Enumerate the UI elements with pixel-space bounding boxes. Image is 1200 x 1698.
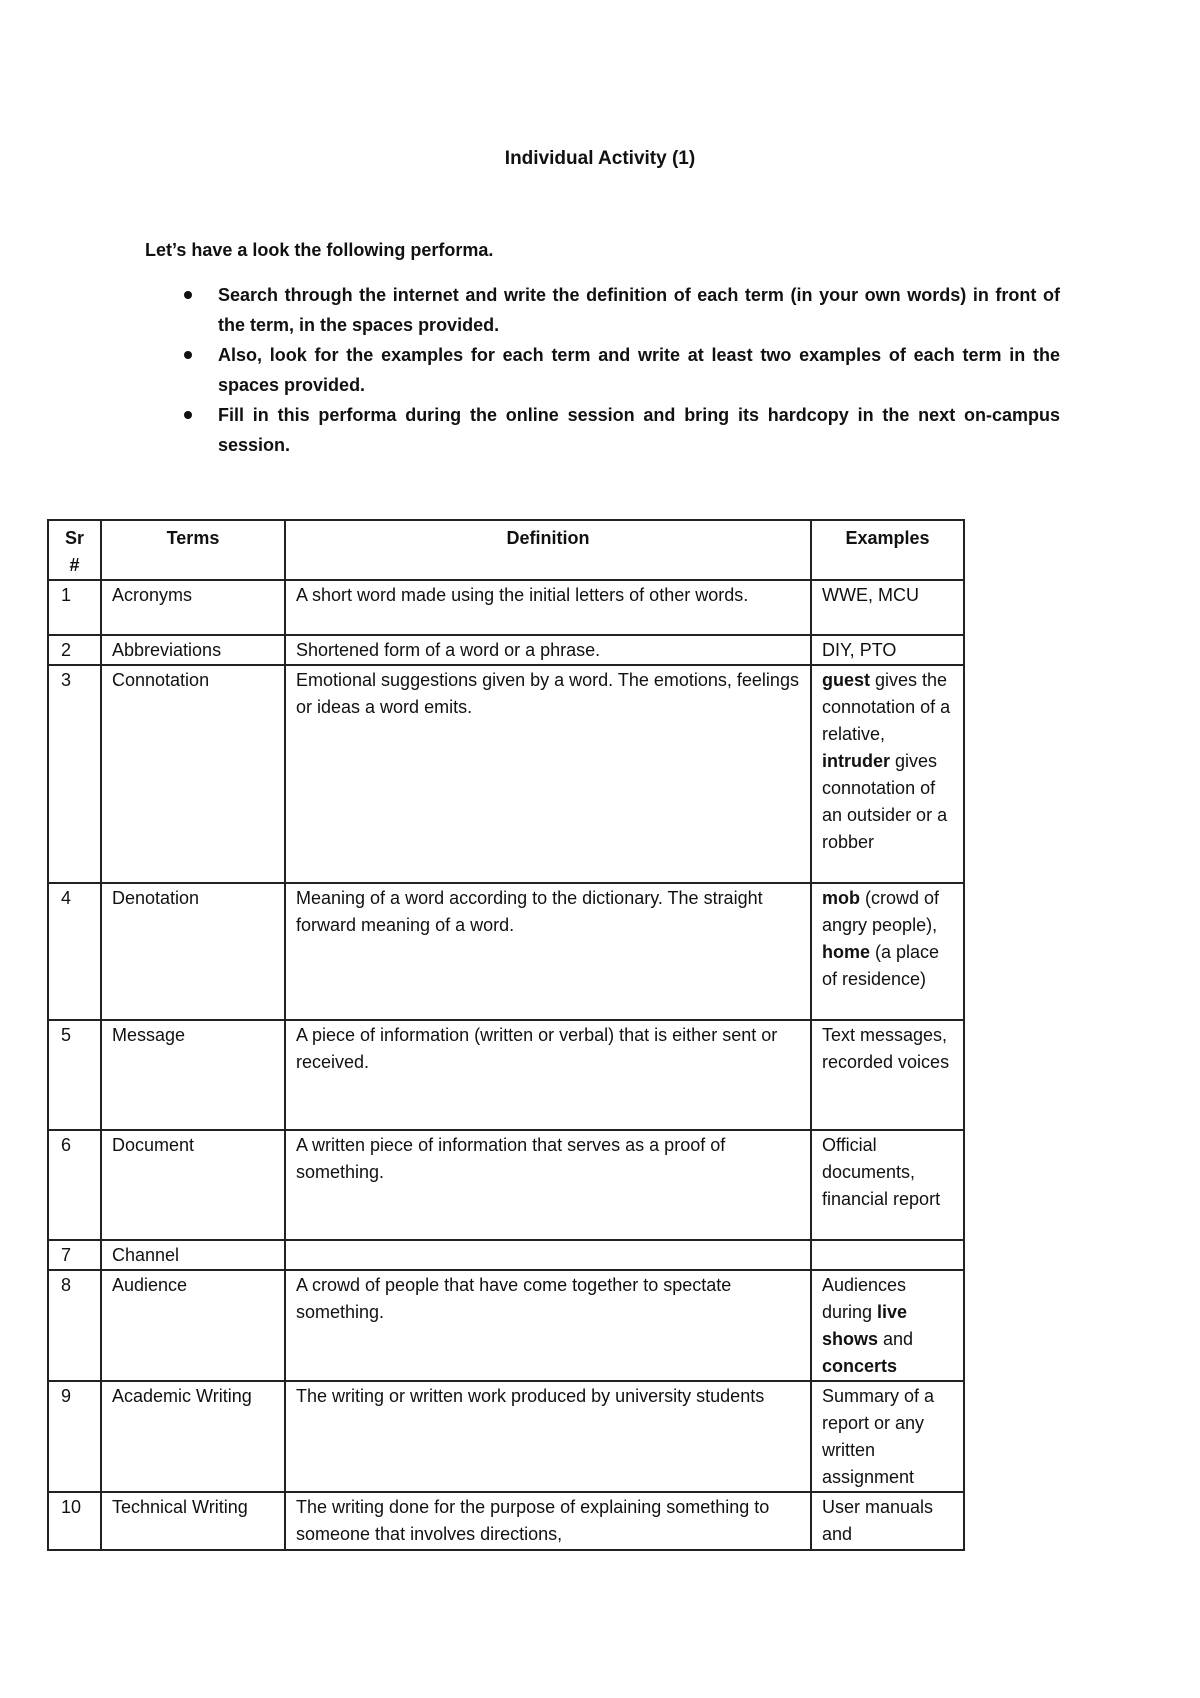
example-keyword: concerts [822, 1356, 898, 1376]
cell-examples [811, 580, 964, 635]
cell-sr: 5 [48, 1020, 101, 1130]
cell-definition: Emotional suggestions given by a word. The emotions, feelings or ideas a word emits. [285, 665, 811, 883]
cell-definition: The writing or written work produced by university students [285, 1381, 811, 1492]
cell-definition: A written piece of information that serves as a proof of something. [285, 1130, 811, 1240]
example-text: User manuals and [822, 1497, 934, 1544]
cell-sr: 6 [48, 1130, 101, 1240]
example-keyword: live shows [822, 1302, 908, 1349]
cell-sr: 4 [48, 883, 101, 1020]
cell-term: Technical Writing [101, 1492, 285, 1550]
header-examples: Examples [811, 520, 964, 580]
table-row [48, 1492, 964, 1550]
example-keyword: home [822, 942, 871, 962]
cell-term: Document [101, 1130, 285, 1240]
page-title: Individual Activity (1) [504, 148, 696, 169]
cell-definition: A piece of information (written or verbal) that is either sent or received. [285, 1020, 811, 1130]
cell-sr: 9 [48, 1381, 101, 1492]
header-terms: Terms [101, 520, 285, 580]
bullet-icon [184, 291, 192, 299]
table-row [48, 1130, 964, 1240]
instruction-item [180, 280, 1060, 340]
example-text: Text messages, recorded voices [822, 1025, 950, 1072]
cell-sr: 8 [48, 1270, 101, 1381]
table-row [48, 1020, 964, 1130]
cell-term: Acronyms [101, 580, 285, 635]
example-text: gives the connotation of a relative, [822, 670, 951, 744]
cell-definition: Meaning of a word according to the dictionary. The straight forward meaning of a word. [285, 883, 811, 1020]
cell-definition: Shortened form of a word or a phrase. [285, 635, 811, 665]
cell-term: Abbreviations [101, 635, 285, 665]
table-row [48, 665, 964, 883]
example-text: Audiences during [822, 1275, 907, 1322]
cell-term: Message [101, 1020, 285, 1130]
cell-examples [811, 1240, 964, 1270]
intro-text: Let’s have a look the following performa. [145, 240, 494, 260]
example-text: gives connotation of an outsider or a robber [822, 751, 948, 852]
cell-term: Channel [101, 1240, 285, 1270]
cell-term: Audience [101, 1270, 285, 1381]
cell-sr: 3 [48, 665, 101, 883]
example-text: and [878, 1329, 914, 1349]
cell-sr: 10 [48, 1492, 101, 1550]
cell-examples [811, 635, 964, 665]
example-keyword: intruder [822, 751, 891, 771]
table-row [48, 580, 964, 635]
cell-definition: A short word made using the initial letters of other words. [285, 580, 811, 635]
cell-examples [811, 1270, 964, 1381]
cell-examples [811, 1381, 964, 1492]
example-text: (crowd of angry people), [822, 888, 940, 935]
cell-term: Denotation [101, 883, 285, 1020]
example-text: (a place of residence) [822, 942, 940, 989]
cell-definition: The writing done for the purpose of explaining something to someone that involves directions, [285, 1492, 811, 1550]
cell-definition [285, 1240, 811, 1270]
cell-sr: 1 [48, 580, 101, 635]
cell-sr: 2 [48, 635, 101, 665]
example-text: DIY, PTO [822, 640, 897, 660]
instruction-text: Also, look for the examples for each term and write at least two examples of each term in the spaces provided. [218, 345, 1060, 395]
performa-table [47, 519, 965, 1551]
cell-term: Academic Writing [101, 1381, 285, 1492]
example-text: WWE, MCU [822, 585, 919, 605]
header-sr: Sr # [48, 520, 101, 580]
cell-term: Connotation [101, 665, 285, 883]
example-text: Summary of a report or any written assignment [822, 1386, 935, 1487]
instruction-list [180, 280, 1060, 460]
example-text: Official documents, financial report [822, 1135, 941, 1209]
cell-examples [811, 1130, 964, 1240]
instruction-item [180, 340, 1060, 400]
bullet-icon [184, 351, 192, 359]
cell-sr: 7 [48, 1240, 101, 1270]
example-keyword: guest [822, 670, 871, 690]
cell-examples [811, 665, 964, 883]
cell-examples [811, 1020, 964, 1130]
header-definition: Definition [285, 520, 811, 580]
instruction-text: Fill in this performa during the online session and bring its hardcopy in the next on-campus session. [218, 405, 1060, 455]
cell-examples [811, 1492, 964, 1550]
cell-definition: A crowd of people that have come together to spectate something. [285, 1270, 811, 1381]
cell-examples [811, 883, 964, 1020]
table-row [48, 883, 964, 1020]
table-row [48, 635, 964, 665]
table-row [48, 1270, 964, 1381]
instruction-text: Search through the internet and write the definition of each term (in your own words) in front of the term, in the spaces provided. [218, 285, 1060, 335]
table-row [48, 1240, 964, 1270]
table-row [48, 1381, 964, 1492]
instruction-item [180, 400, 1060, 460]
bullet-icon [184, 411, 192, 419]
example-keyword: mob [822, 888, 860, 908]
